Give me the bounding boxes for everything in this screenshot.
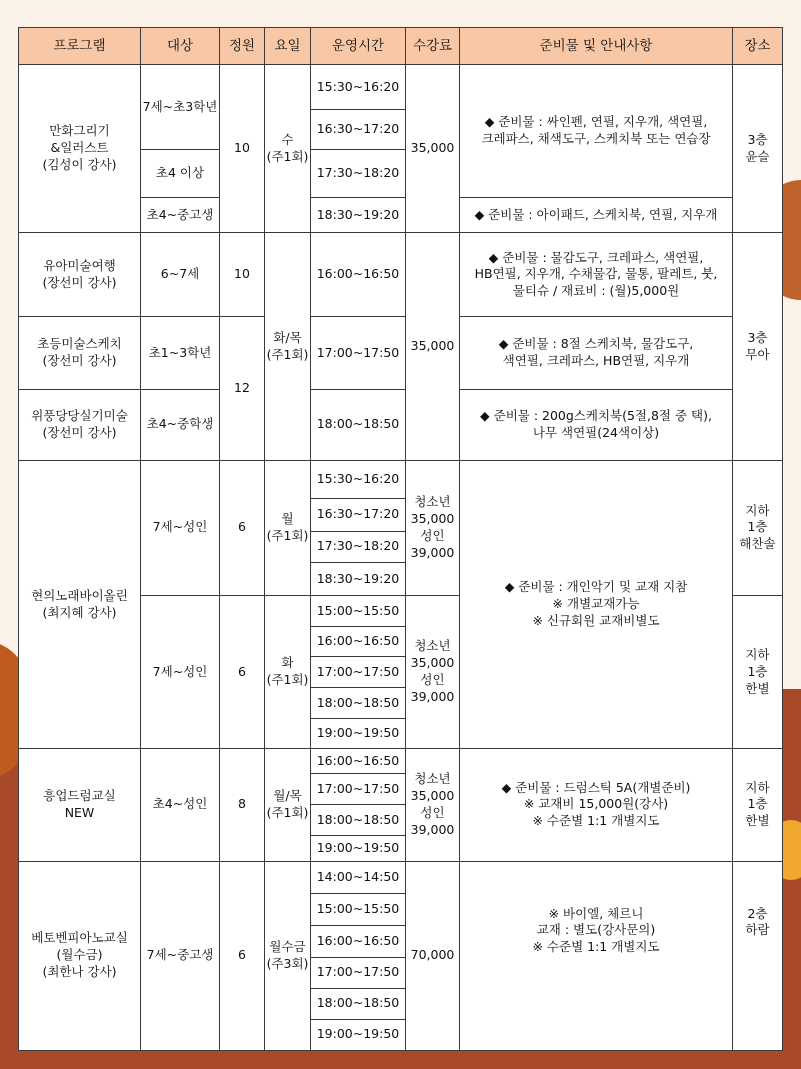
time-cell: 15:00~15:50 [311,893,406,925]
time-cell: 16:30~17:20 [311,498,406,531]
fee-cell: 청소년 35,000 성인 39,000 [406,460,460,595]
program-name: 베토벤피아노교실 (월수금) (최한나 강사) [19,861,141,1051]
header-target: 대상 [141,28,220,65]
place-cell: 지하 1층 한별 [733,749,783,861]
capacity-cell: 10 [220,233,265,317]
time-cell: 19:00~19:50 [311,1019,406,1050]
capacity-cell: 6 [220,460,265,595]
program-name: 만화그리기 &일러스트 (김성이 강사) [19,65,141,233]
time-cell: 17:00~17:50 [311,317,406,389]
time-cell: 19:00~19:50 [311,836,406,861]
day-cell: 월 (주1회) [265,460,311,595]
fee-cell: 청소년 35,000 성인 39,000 [406,749,460,861]
header-time: 운영시간 [311,28,406,65]
program-name: 현의노래바이올린 (최지혜 강사) [19,460,141,749]
target-cell: 7세~중고생 [141,861,220,1051]
capacity-cell: 10 [220,65,265,233]
fee-cell: 70,000 [406,861,460,1051]
notes-cell: ※ 바이엘, 체르니 교재 : 별도(강사문의) ※ 수준별 1:1 개별지도 [460,861,733,1051]
header-row [19,28,783,65]
target-cell: 초4~중고생 [141,198,220,233]
day-cell: 화 (주1회) [265,596,311,749]
time-cell: 16:00~16:50 [311,233,406,317]
time-cell: 18:00~18:50 [311,389,406,460]
notes-cell: ◆ 준비물 : 아이패드, 스케치북, 연필, 지우개 [460,198,733,233]
notes-cell: ◆ 준비물 : 200g스케치북(5절,8절 중 택), 나무 색연필(24색이상) [460,389,733,460]
notes-cell: ◆ 준비물 : 물감도구, 크레파스, 색연필, HB연필, 지우개, 수채물감, 물통, 팔레트, 붓, 물티슈 / 재료비 : (월)5,000원 [460,233,733,317]
time-cell: 19:00~19:50 [311,719,406,749]
time-cell: 17:00~17:50 [311,957,406,988]
time-cell: 18:30~19:20 [311,562,406,595]
day-cell: 수 (주1회) [265,65,311,233]
time-cell: 16:00~16:50 [311,749,406,774]
program-name: 유아미술여행 (장선미 강사) [19,233,141,317]
target-cell: 6~7세 [141,233,220,317]
program-schedule-table [18,27,783,1051]
program-name: 위풍당당실기미술 (장선미 강사) [19,389,141,460]
table-row [19,861,783,893]
target-cell: 초1~3학년 [141,317,220,389]
time-cell: 14:00~14:50 [311,861,406,893]
target-cell: 7세~성인 [141,460,220,595]
day-cell: 화/목 (주1회) [265,233,311,460]
capacity-cell: 6 [220,861,265,1051]
time-cell: 18:00~18:50 [311,805,406,836]
notes-cell: ◆ 준비물 : 싸인펜, 연필, 지우개, 색연필, 크레파스, 채색도구, 스케치북 또는 연습장 [460,65,733,198]
header-place: 장소 [733,28,783,65]
notes-cell: ◆ 준비물 : 개인악기 및 교재 지참 ※ 개별교재가능 ※ 신규회원 교재비별도 [460,460,733,749]
time-cell: 17:30~18:20 [311,531,406,562]
time-cell: 15:00~15:50 [311,596,406,627]
fee-cell: 35,000 [406,65,460,233]
header-program: 프로그램 [19,28,141,65]
time-cell: 16:00~16:50 [311,627,406,657]
place-cell: 지하 1층 한별 [733,596,783,749]
place-cell: 2층 하람 [733,861,783,1051]
time-cell: 17:00~17:50 [311,657,406,688]
target-cell: 7세~초3학년 [141,65,220,150]
table-row [19,317,783,389]
notes-cell: ◆ 준비물 : 8절 스케치북, 물감도구, 색연필, 크레파스, HB연필, 지우개 [460,317,733,389]
time-cell: 18:30~19:20 [311,198,406,233]
header-capacity: 정원 [220,28,265,65]
time-cell: 16:00~16:50 [311,925,406,957]
notes-cell: ◆ 준비물 : 드럼스틱 5A(개별준비) ※ 교재비 15,000원(강사) ※ 수준별 1:1 개별지도 [460,749,733,861]
time-cell: 17:30~18:20 [311,150,406,198]
time-cell: 18:00~18:50 [311,988,406,1019]
place-cell: 3층 윤슬 [733,65,783,233]
target-cell: 초4~성인 [141,749,220,861]
capacity-cell: 8 [220,749,265,861]
table-row [19,389,783,460]
target-cell: 7세~성인 [141,596,220,749]
header-day: 요일 [265,28,311,65]
header-fee: 수강료 [406,28,460,65]
fee-cell: 청소년 35,000 성인 39,000 [406,596,460,749]
target-cell: 초4 이상 [141,150,220,198]
day-cell: 월/목 (주1회) [265,749,311,861]
time-cell: 15:30~16:20 [311,460,406,498]
place-cell: 3층 무아 [733,233,783,460]
capacity-cell: 6 [220,596,265,749]
program-name: 초등미술스케치 (장선미 강사) [19,317,141,389]
time-cell: 17:00~17:50 [311,774,406,805]
capacity-cell: 12 [220,317,265,460]
table-row [19,233,783,317]
time-cell: 16:30~17:20 [311,110,406,150]
day-cell: 월수금 (주3회) [265,861,311,1051]
table-row [19,460,783,498]
place-cell: 지하 1층 해찬솔 [733,460,783,595]
table-row [19,749,783,774]
fee-cell: 35,000 [406,233,460,460]
table-row [19,65,783,110]
time-cell: 15:30~16:20 [311,65,406,110]
program-name: 흥업드럼교실 NEW [19,749,141,861]
header-notes: 준비물 및 안내사항 [460,28,733,65]
time-cell: 18:00~18:50 [311,688,406,719]
target-cell: 초4~중학생 [141,389,220,460]
